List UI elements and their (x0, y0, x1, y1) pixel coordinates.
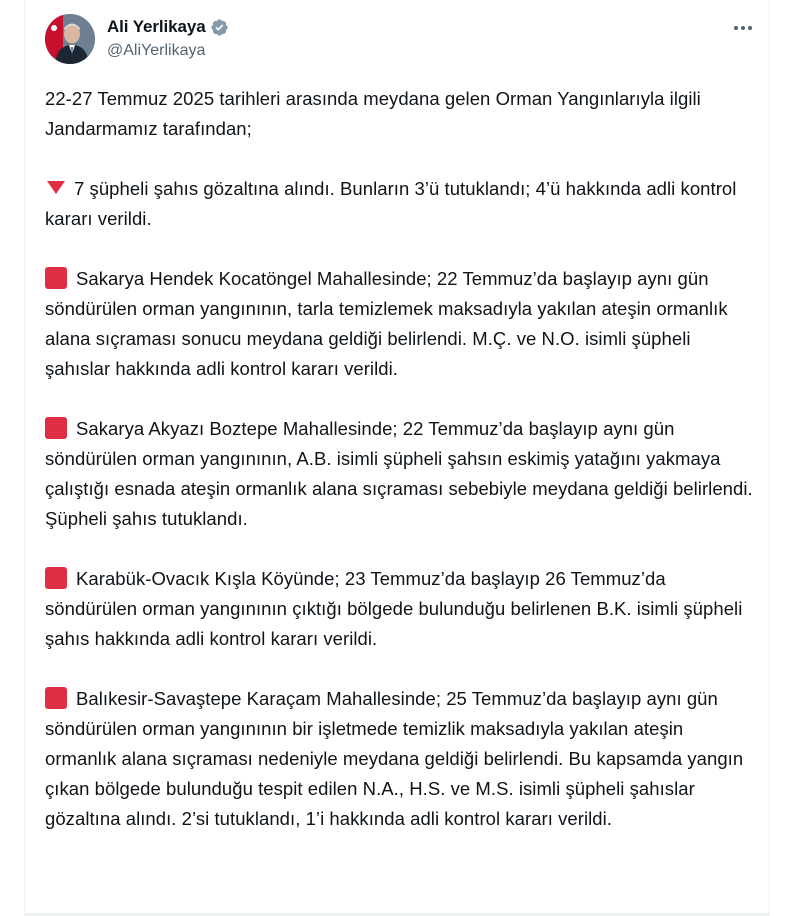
tweet-card[interactable] (24, 0, 770, 916)
paragraph-text: 7 şüpheli şahıs gözaltına alındı. Bunların 3’ü tutuklandı; 4’ü hakkında adli kontrol kararı verildi. (45, 178, 737, 229)
paragraph-text: Sakarya Akyazı Boztepe Mahallesinde; 22 Temmuz’da başlayıp aynı gün söndürülen orman yangınının, A.B. isimli şüpheli şahsın eskimiş yatağını yakmaya çalıştığı esnada ateşin ormanlık alana sıçraması sebebiyle meydana geldiği belirlendi. Şüpheli şahıs tutuklandı. (45, 418, 753, 529)
name-row (107, 16, 229, 38)
more-options-icon[interactable] (731, 18, 755, 38)
tweet-paragraph-akyazi (45, 414, 755, 534)
paragraph-text: Balıkesir-Savaştepe Karaçam Mahallesinde; 25 Temmuz’da başlayıp aynı gün söndürülen orman yangınının bir işletmede temizlik maksadıyla yakılan ateşin ormanlık alana sıçraması nedeniyle meydana geldiği belirlendi. Bu kapsamda yangın çıkan bölgede bulunduğu tespit edilen N.A., H.S. ve M.S. isimli şüpheli şahıslar gözaltına alındı. 2’si tutuklandı, 1’i hakkında adli kontrol kararı verildi. (45, 688, 744, 829)
paragraph-text: Sakarya Hendek Kocatöngel Mahallesinde; 22 Temmuz’da başlayıp aynı gün söndürülen orman yangınının, tarla temizlemek maksadıyla yakılan ateşin ormanlık alana sıçraması sonucu meydana geldiği belirlendi. M.Ç. ve N.O. isimli şüpheli şahıslar hakkında adli kontrol kararı verildi. (45, 268, 728, 379)
red-square-emoji-icon (45, 687, 67, 709)
red-square-emoji-icon (45, 567, 67, 589)
verified-badge-icon (210, 18, 229, 37)
author-handle[interactable]: @AliYerlikaya (107, 42, 206, 59)
red-square-emoji-icon (45, 417, 67, 439)
tweet-paragraph-hendek (45, 264, 755, 384)
tweet-paragraph-summary (45, 174, 755, 234)
author-names (107, 16, 229, 60)
author-display-name[interactable]: Ali Yerlikaya (107, 17, 206, 36)
red-square-emoji-icon (45, 267, 67, 289)
avatar[interactable] (45, 14, 95, 64)
tweet-paragraph-karabuk (45, 564, 755, 654)
paragraph-text: Karabük-Ovacık Kışla Köyünde; 23 Temmuz’da başlayıp 26 Temmuz’da söndürülen orman yangınının çıktığı bölgede bulunduğu belirlenen B.K. isimli şüpheli şahıs hakkında adli kontrol kararı verildi. (45, 568, 743, 649)
red-triangle-down-emoji-icon (47, 181, 65, 194)
tweet-text (45, 84, 755, 834)
paragraph-text: 22-27 Temmuz 2025 tarihleri arasında meydana gelen Orman Yangınlarıyla ilgili Jandarmamız tarafından; (45, 88, 701, 139)
avatar-photo (45, 14, 95, 64)
tweet-paragraph-balikesir (45, 684, 755, 834)
tweet-header (45, 14, 755, 66)
tweet-paragraph-intro (45, 84, 755, 144)
